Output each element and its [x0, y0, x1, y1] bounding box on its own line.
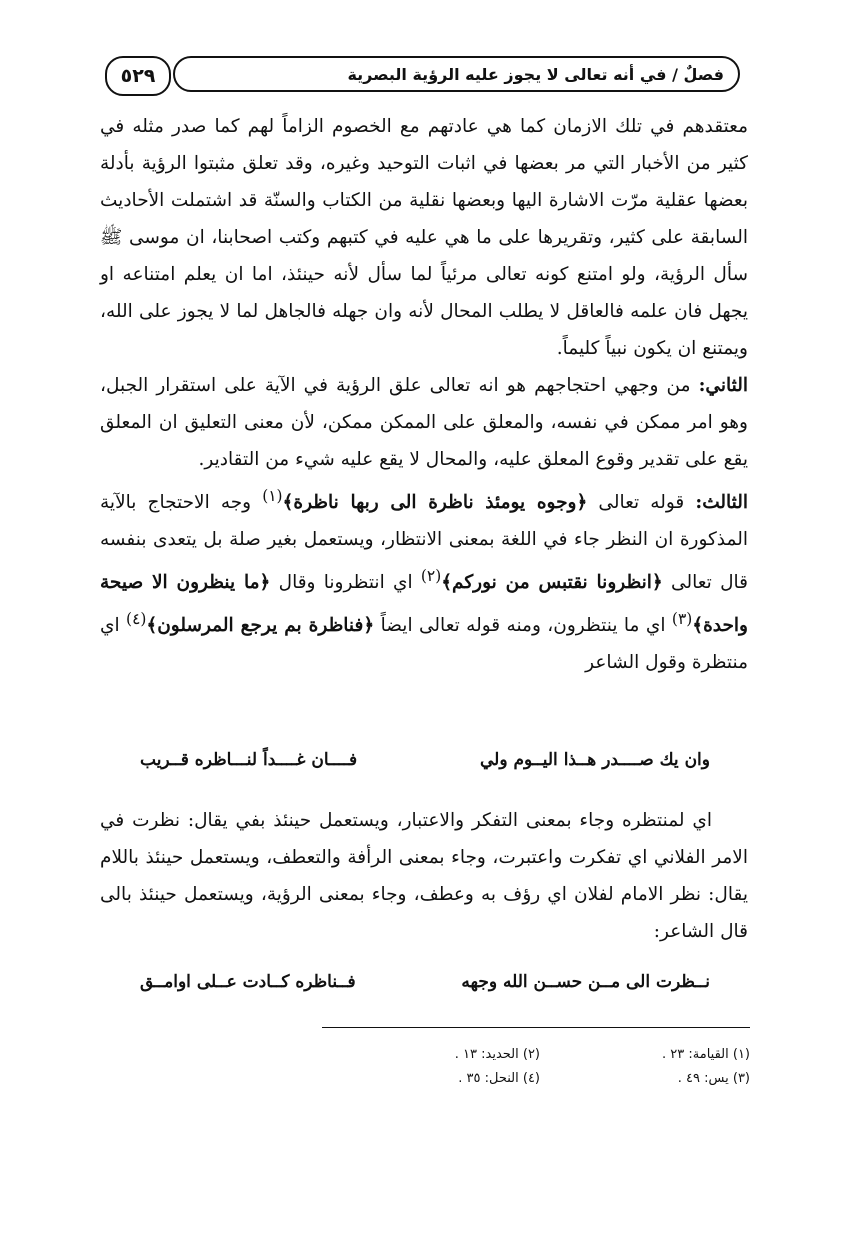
verse-2-first-hemistich: نــظرت الى مــن حســن الله وجهه [461, 972, 710, 992]
footnote-ref-1: (١) [262, 487, 283, 505]
paragraph-3-text-a: قوله تعالى [587, 492, 696, 514]
paragraph-3-text-d: اي ما ينتظرون، ومنه قوله تعالى ايضاً [374, 615, 672, 637]
footnote-ref-3: (٣) [671, 610, 693, 629]
footnotes [330, 1042, 750, 1090]
main-text [100, 108, 748, 681]
paragraph-3 [100, 478, 748, 681]
page-number: ٥٢٩ [105, 56, 171, 96]
paragraph-2-text: من وجهي احتجاجهم هو انه تعالى علق الرؤية في الآية على استقرار الجبل، وهو امر ممكن في نفسه، والمعلق على الممكن ممكن، لأن معنى التعليق ان المعلق يقع على تقدير وقوع المعلق عليه، والمحال لا يقع عليه شيء من التقادير. [100, 375, 748, 470]
verse-2-second-hemistich: فــناظره كــادت عــلى اوامــق [140, 972, 356, 992]
quran-quote-4: ﴿فناظرة بم يرجع المرسلون﴾ [146, 615, 375, 637]
running-title: فصلٌ / في أنه تعالى لا يجوز عليه الرؤية البصرية [173, 56, 740, 92]
quran-quote-1: ﴿وجوه يومئذ ناظرة الى ربها ناظرة﴾ [282, 492, 588, 514]
footnote-row-2 [330, 1066, 750, 1090]
verse-1-first-hemistich: وان يك صــــدر هــذا اليــوم ولي [480, 750, 710, 770]
footnote-ref-2: (٢) [420, 567, 442, 586]
footnote-divider [322, 1027, 750, 1028]
footnote-1: (١) القيامة: ٢٣ . [662, 1046, 750, 1062]
paragraph-3-text-b: وجه الاحتجاج بالآية المذكورة ان النظر جاء في اللغة بمعنى الانتظار، ويستعمل بغير صلة بل يتعدى بنفسه قال تعالى [100, 492, 749, 594]
paragraph-2-lead: الثاني: [698, 375, 748, 396]
footnote-3: (٣) يس: ٤٩ . [677, 1070, 750, 1086]
footnote-ref-4: (٤) [126, 610, 147, 629]
quran-quote-2: ﴿انظرونا نقتبس من نوركم﴾ [441, 572, 663, 594]
main-text-2 [100, 802, 748, 950]
verse-1-second-hemistich: فــــان غــــداً لنـــاظره قــريب [140, 750, 358, 770]
footnote-row-1 [330, 1042, 750, 1066]
page-header [105, 56, 740, 98]
verse-2 [140, 972, 710, 992]
paragraph-1: معتقدهم في تلك الازمان كما هي عادتهم مع الخصوم الزاماً لهم كما صدر مثله في كثير من الأخبار التي مر بعضها في اثبات التوحيد وغيره، وقد تعلق مثبتوا الرؤية بأدلة بعضها عقلية مرّت الاشارة اليها وبعضها نقلية من الكتاب والسنّة قد اشتملت الأحاديث السابقة على كثير، وتقريرها على ما هي عليه في كتبهم وكتب اصحابنا، ان موسى ﷺ سأل الرؤية، ولو امتنع كونه تعالى مرئياً لما سأل لأنه حينئذ، اما ان يعلم امتناعه او يجهل فان علمه فالعاقل لا يطلب المحال لأنه وان جهله فالجاهل لما لا يجوز على الله، ويمتنع ان يكون نبياً كليماً. [100, 116, 748, 359]
paragraph-2 [100, 367, 748, 478]
footnote-4: (٤) النحل: ٣٥ . [458, 1070, 540, 1086]
paragraph-3-text-c: اي انتظرونا وقال [270, 572, 421, 594]
quran-quote-3: ﴿ما ينظرون الا صيحة واحدة﴾ [100, 572, 748, 637]
paragraph-4: اي لمنتظره وجاء بمعنى التفكر والاعتبار، ويستعمل حينئذ بفي يقال: نظرت في الامر الفلاني اي تفكرت واعتبرت، وجاء بمعنى الرأفة والتعطف، ويستعمل حينئذ باللام يقال: نظر الامام لفلان اي رؤف به وعطف، وجاء بمعنى الرؤية، ويستعمل حينئذ بالى قال الشاعر: [100, 810, 749, 942]
footnote-2: (٢) الحديد: ١٣ . [454, 1046, 540, 1062]
paragraph-3-lead: الثالث: [695, 492, 748, 514]
verse-1 [140, 750, 710, 770]
paragraph-3-text-e: اي منتظرة وقول الشاعر [100, 615, 748, 674]
